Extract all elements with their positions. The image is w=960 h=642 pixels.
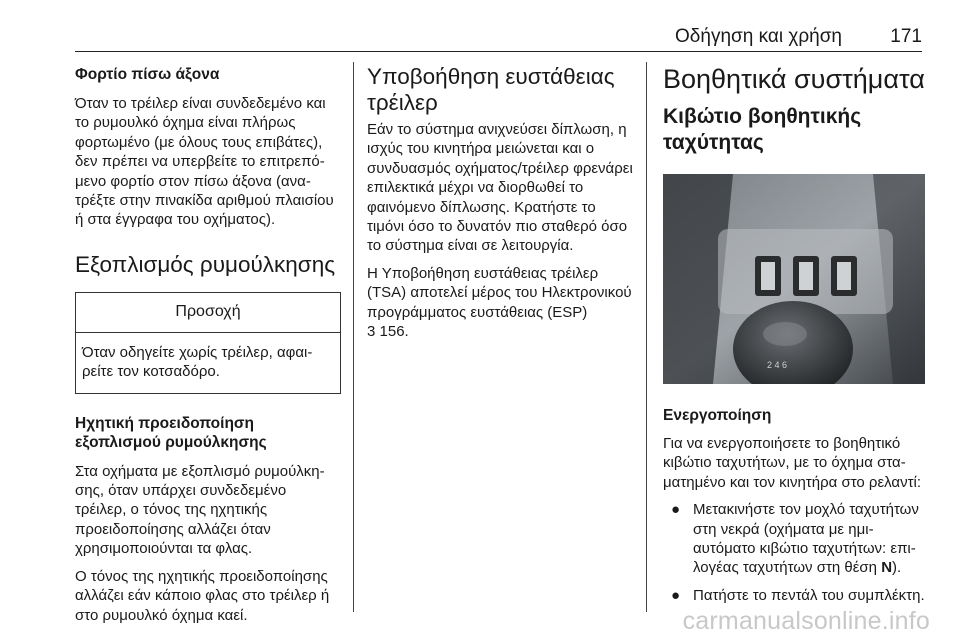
caution-text: Όταν οδηγείτε χωρίς τρέιλερ, αφαιρείτε τον κοτσαδόρο. bbox=[82, 343, 313, 381]
activation-steps bbox=[663, 500, 925, 605]
column-divider bbox=[353, 62, 354, 612]
page-number: 171 bbox=[890, 26, 922, 47]
audible-warning-text-2: Ο τόνος της ηχητικής προειδοποίησης αλλάζει εάν κάποιο φλας στο τρέιλερ ή στο ρυμουλκό όχημα καεί. bbox=[75, 567, 330, 624]
driver-assistance-heading: Βοηθητικά συστήματα bbox=[663, 64, 925, 94]
column-3 bbox=[663, 62, 925, 613]
rear-axle-load-text: Όταν το τρέιλερ είναι συνδεδεμένο και το ρυμουλκό όχημα είναι πλήρως φορτωμένο (με όλους τους επιβάτες), δεν πρέπει να υπερβείτε το επιτρεπόμενο φορτίο στον πίσω άξονα (ανατρέξτε στην πινακίδα αριθμού πλαισίου ή στα έγγραφα του οχήματος). bbox=[75, 95, 334, 229]
console-illustration bbox=[663, 174, 925, 384]
list-item: ● Μετακινήστε τον μοχλό ταχυτήτων στη νεκρά (οχήματα με ημιαυτόματο κιβώτιο ταχυτήτων: επιλογέας ταχυτήτων στη θέση N). bbox=[671, 501, 919, 577]
column-divider bbox=[646, 62, 647, 612]
bullet-icon: ● bbox=[671, 501, 681, 519]
section-title: Οδήγηση και χρήση bbox=[675, 26, 842, 47]
page-reference: 3 156. bbox=[367, 323, 409, 341]
trailer-stability-text-1: Εάν το σύστημα ανιχνεύσει δίπλωση, η ισχύς του κινητήρα μειώνεται και ο συνδυασμός οχήματος/τρέιλερ φρενάρει επιλεκτικά μέχρι να διορθωθεί το φαινόμενο δίπλωσης. Κρατήστε το τιμόνι όσο το δυνατόν πιο σταθερό όσο το σύστημα είναι σε λειτουργία. bbox=[367, 121, 633, 255]
gear-pattern-label: 2 4 6 bbox=[767, 360, 788, 370]
trailer-stability-heading: Υποβοήθηση ευστάθειας τρέιλερ bbox=[367, 64, 615, 115]
auxiliary-gearbox-heading: Κιβώτιο βοηθητικής ταχύτητας bbox=[663, 105, 862, 154]
column-2 bbox=[367, 62, 633, 341]
gearbox-console-photo bbox=[663, 174, 925, 384]
watermark: carmanualsonline.info bbox=[682, 607, 930, 635]
list-item: ● Πατήστε το πεντάλ του συμπλέκτη. bbox=[671, 586, 925, 604]
trailer-stability-text-2: Η Υποβοήθηση ευστάθειας τρέιλερ (TSA) αποτελεί μέρος του Ηλεκτρονικού προγράμματος ευστάθειας (ESP) bbox=[367, 264, 632, 321]
activation-text: Για να ενεργοποιήσετε το βοηθητικό κιβώτιο ταχυτήτων, με το όχημα σταματημένο και τον κινητήρα στο ρελαντί: bbox=[663, 435, 922, 491]
audible-warning-heading: Ηχητική προειδοποίηση εξοπλισμού ρυμούλκησης bbox=[75, 414, 267, 451]
column-1 bbox=[75, 62, 341, 625]
audible-warning-text-1: Στα οχήματα με εξοπλισμό ρυμούλκησης, όταν υπάρχει συνδεδεμένο τρέιλερ, ο τόνος της ηχητικής προειδοποίησης αλλάζει όταν χρησιμοποιούνται τα φλας. bbox=[75, 462, 325, 558]
caution-label: Προσοχή bbox=[76, 293, 340, 333]
caution-box bbox=[75, 292, 341, 394]
rear-axle-load-heading: Φορτίο πίσω άξονα bbox=[75, 66, 220, 83]
bullet-icon: ● bbox=[671, 586, 681, 604]
header-rule bbox=[75, 51, 922, 52]
page-header bbox=[0, 0, 960, 54]
activation-heading: Ενεργοποίηση bbox=[663, 407, 772, 424]
towing-equipment-heading: Εξοπλισμός ρυμούλκησης bbox=[75, 251, 336, 277]
